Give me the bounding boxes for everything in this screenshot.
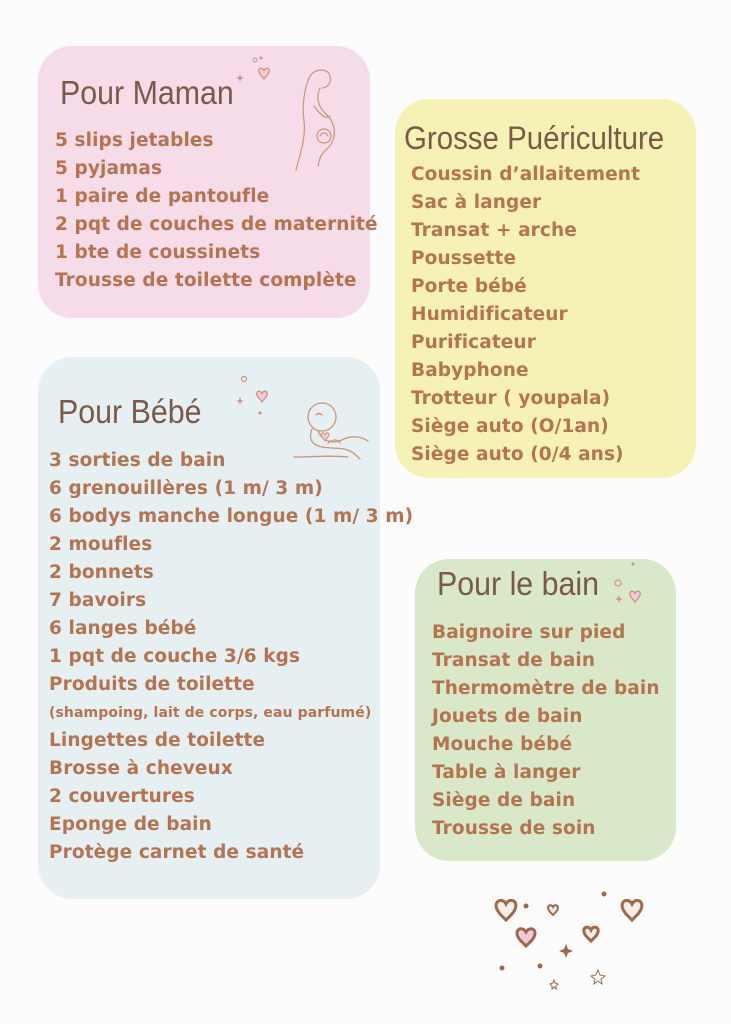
card-title: Pour le bain — [437, 565, 600, 602]
list-item: 2 moufles — [49, 534, 153, 555]
list-item: Humidificateur — [411, 304, 568, 325]
list-item: Jouets de bain — [432, 706, 583, 727]
hearts-sparkle-icon — [611, 561, 651, 611]
card-pour-maman — [38, 46, 378, 318]
list-item: Trotteur ( youpala) — [411, 388, 611, 409]
list-item: Transat de bain — [432, 650, 596, 671]
list-item: 5 slips jetables — [55, 130, 214, 151]
card-title: Pour Maman — [60, 74, 234, 111]
list-item: 5 pyjamas — [55, 158, 163, 179]
list-item: Eponge de bain — [49, 814, 212, 835]
list-item: Thermomètre de bain — [432, 678, 660, 699]
list-item: Purificateur — [411, 332, 536, 353]
list-item: Sac à langer — [411, 192, 542, 213]
item-list — [411, 161, 640, 469]
list-item: 1 bte de coussinets — [55, 242, 261, 263]
hearts-sparkle-icon — [234, 54, 274, 90]
card-title: Grosse Puériculture — [404, 120, 665, 156]
list-item: 6 bodys manche longue (1 m/ 3 m) — [49, 506, 414, 527]
list-item: Transat + arche — [411, 220, 577, 241]
list-item: Siège de bain — [432, 790, 576, 811]
list-item: 7 bavoirs — [49, 590, 147, 611]
list-item: Siège auto (0/4 ans) — [411, 444, 624, 465]
list-item: 1 paire de pantoufle — [55, 186, 270, 207]
list-item: Siège auto (O/1an) — [411, 416, 609, 437]
list-item: 2 couvertures — [49, 786, 195, 807]
list-item: 2 bonnets — [49, 562, 154, 583]
list-item: Poussette — [411, 248, 517, 269]
list-item: Table à langer — [432, 762, 581, 783]
list-item-note: (shampoing, lait de corps, eau parfumé) — [49, 705, 372, 721]
card-pour-bebe — [38, 357, 414, 899]
list-item: 1 pqt de couche 3/6 kgs — [49, 646, 301, 667]
list-item: 6 grenouillères (1 m/ 3 m) — [49, 478, 323, 499]
scattered-hearts-icon — [480, 880, 670, 995]
list-item: Produits de toilette — [49, 674, 255, 695]
list-item: Babyphone — [411, 360, 529, 381]
item-list — [49, 447, 413, 867]
pregnant-woman-icon — [290, 66, 350, 176]
list-item: Mouche bébé — [432, 734, 573, 755]
list-item: Coussin d’allaitement — [411, 164, 641, 185]
list-item: 2 pqt de couches de maternité — [55, 214, 378, 235]
card-pour-le-bain — [415, 559, 676, 861]
list-item: Trousse de toilette complète — [55, 270, 357, 291]
item-list — [432, 619, 660, 843]
list-item: 3 sorties de bain — [49, 450, 226, 471]
list-item: Baignoire sur pied — [432, 622, 626, 643]
card-title: Pour Bébé — [58, 393, 202, 430]
hearts-sparkle-icon — [230, 371, 280, 419]
list-item: 6 langes bébé — [49, 618, 197, 639]
list-item: Protège carnet de santé — [49, 842, 305, 863]
list-item: Brosse à cheveux — [49, 758, 233, 779]
card-grosse-puericulture — [395, 99, 696, 478]
list-item: Trousse de soin — [432, 818, 596, 839]
list-item: Lingettes de toilette — [49, 730, 266, 751]
list-item: Porte bébé — [411, 276, 527, 297]
